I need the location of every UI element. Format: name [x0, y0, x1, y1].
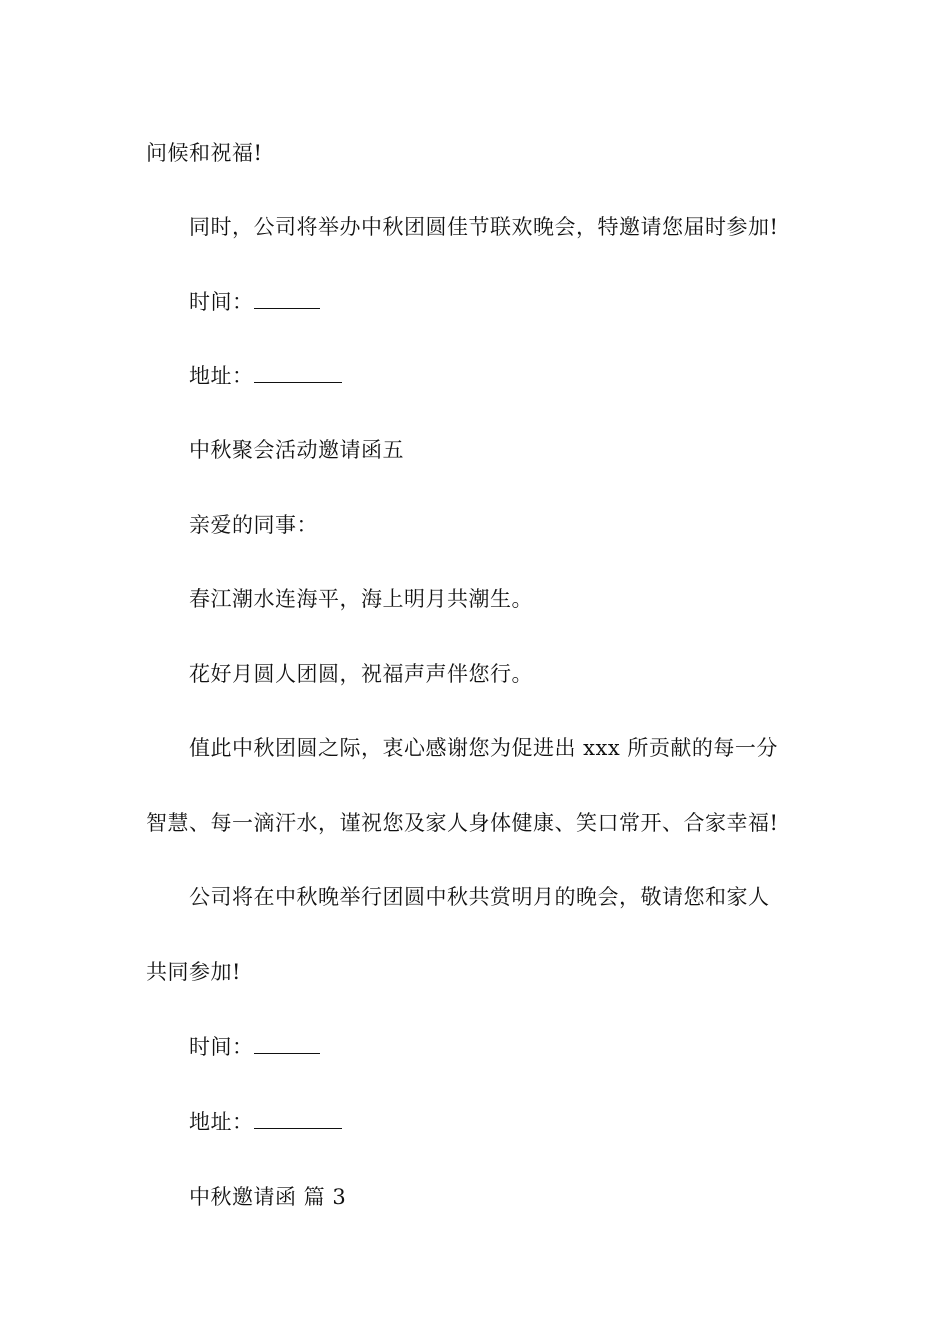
paragraph-party-line-1: 公司将在中秋晚举行团圆中秋共赏明月的晚会，敬请您和家人: [189, 885, 770, 909]
paragraph-thanks-line-2: 智慧、每一滴汗水，谨祝您及家人身体健康、笑口常开、合家幸福!: [146, 811, 779, 835]
address-field-2: [189, 1108, 342, 1136]
time-label: 时间：: [189, 1035, 254, 1059]
paragraph-thanks-line-1: 值此中秋团圆之际，衷心感谢您为促进出 xxx 所贡献的每一分: [189, 736, 778, 760]
poem-line-2: 花好月圆人团圆，祝福声声伴您行。: [189, 662, 533, 686]
time-blank: [254, 288, 320, 309]
paragraph-party-invite: 同时，公司将举办中秋团圆佳节联欢晚会，特邀请您届时参加!: [189, 215, 779, 239]
salutation: 亲爱的同事：: [189, 513, 318, 537]
time-field-1: [189, 288, 320, 316]
time-blank: [254, 1033, 320, 1054]
address-blank: [254, 362, 342, 383]
address-blank: [254, 1108, 342, 1129]
poem-line-1: 春江潮水连海平，海上明月共潮生。: [189, 587, 533, 611]
section-heading-part-3: 中秋邀请函 篇 3: [189, 1185, 347, 1209]
paragraph-party-line-2: 共同参加!: [146, 960, 241, 984]
time-label: 时间：: [189, 290, 254, 314]
address-label: 地址：: [189, 364, 254, 388]
address-label: 地址：: [189, 1110, 254, 1134]
section-heading-5: 中秋聚会活动邀请函五: [189, 438, 404, 462]
paragraph-greeting-end: 问候和祝福!: [146, 141, 263, 165]
address-field-1: [189, 362, 342, 390]
time-field-2: [189, 1033, 320, 1061]
